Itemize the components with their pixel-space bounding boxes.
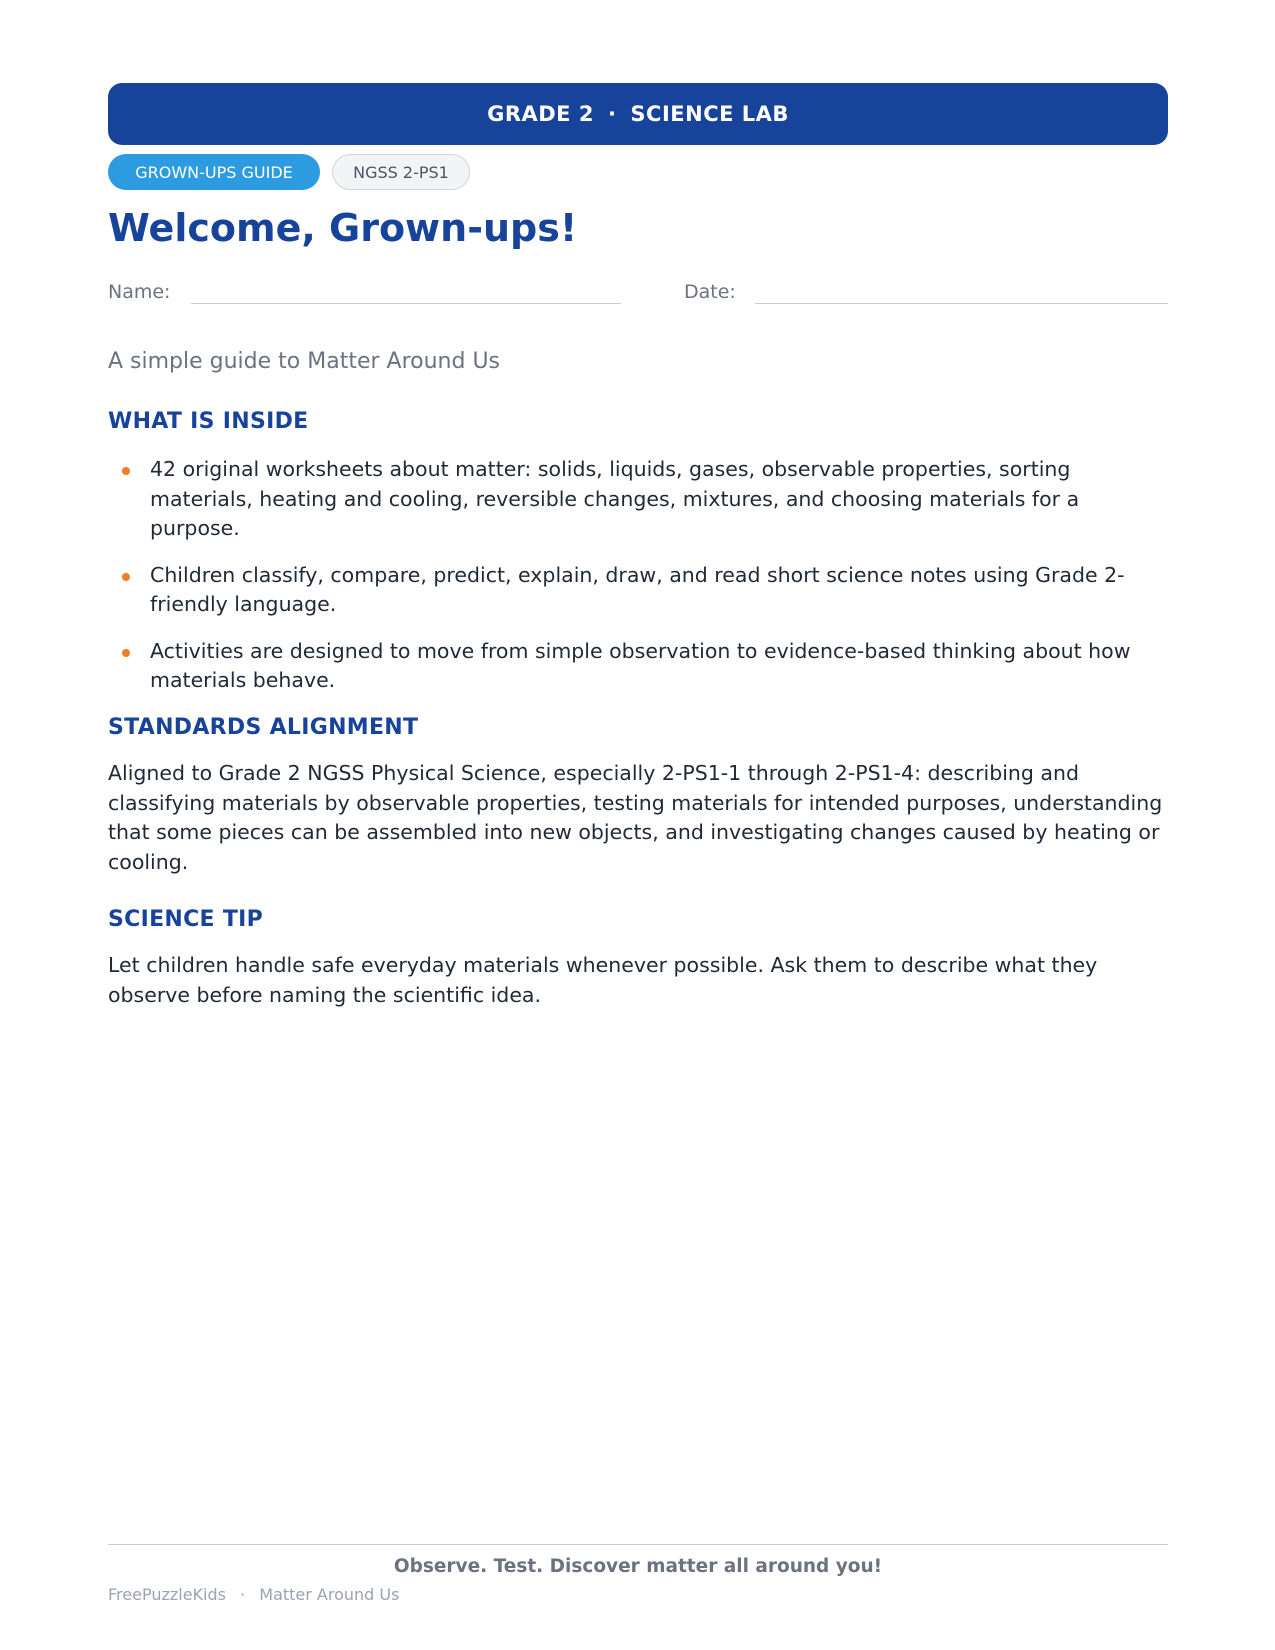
bullet-dot [122,573,130,581]
bullet-dot [122,649,130,657]
list-item [108,455,1168,544]
list-item [108,637,1168,696]
badge-row [108,154,470,190]
footer-brand: FreePuzzleKids [108,1585,226,1604]
name-line [191,303,621,304]
header-separator: · [607,102,617,126]
footer-divider [108,1544,1168,1545]
name-label: Name: [108,281,171,303]
inside-list [108,455,1168,713]
list-item-text: 42 original worksheets about matter: solids, liquids, gases, observable properties, sorting materials, heating and cooling, reversible changes, mixtures, and choosing materials for a purpose. [150,457,1080,540]
list-item-text: Activities are designed to move from simple observation to evidence-based thinking about how materials behave. [150,638,1131,692]
section-heading-tip: SCIENCE TIP [108,907,264,932]
section-heading-standards: STANDARDS ALIGNMENT [108,715,419,740]
date-line [755,303,1168,304]
date-label: Date: [684,281,736,303]
standard-badge: NGSS 2-PS1 [332,154,470,190]
standards-paragraph: Aligned to Grade 2 NGSS Physical Science, especially 2-PS1-1 through 2-PS1-4: describing and classifying materials by observable properties, testing materials for intended purposes, understanding that some pieces can be assembled into new objects, and investigating changes caused by heating or cooling. [108,761,1163,874]
grade-label: GRADE 2 [487,102,594,126]
header-banner [108,83,1168,145]
tip-paragraph: Let children handle safe everyday materials whenever possible. Ask them to describe what they observe before naming the scientific idea. [108,953,1098,1007]
footer-tagline: Observe. Test. Discover matter all around you! [393,1556,883,1577]
footer-separator: · [240,1585,246,1604]
footer-book-title: Matter Around Us [259,1585,400,1604]
footer-meta [108,1585,399,1604]
list-item-text: Children classify, compare, predict, explain, draw, and read short science notes using Grade 2-friendly language. [150,562,1125,616]
subtitle: A simple guide to Matter Around Us [108,349,501,374]
bullet-dot [122,467,130,475]
list-item [108,561,1168,620]
section-heading-inside: WHAT IS INSIDE [108,409,309,434]
page-title: Welcome, Grown-ups! [108,206,578,250]
subject-label: SCIENCE LAB [630,102,789,126]
grown-ups-guide-badge: GROWN-UPS GUIDE [108,154,320,190]
